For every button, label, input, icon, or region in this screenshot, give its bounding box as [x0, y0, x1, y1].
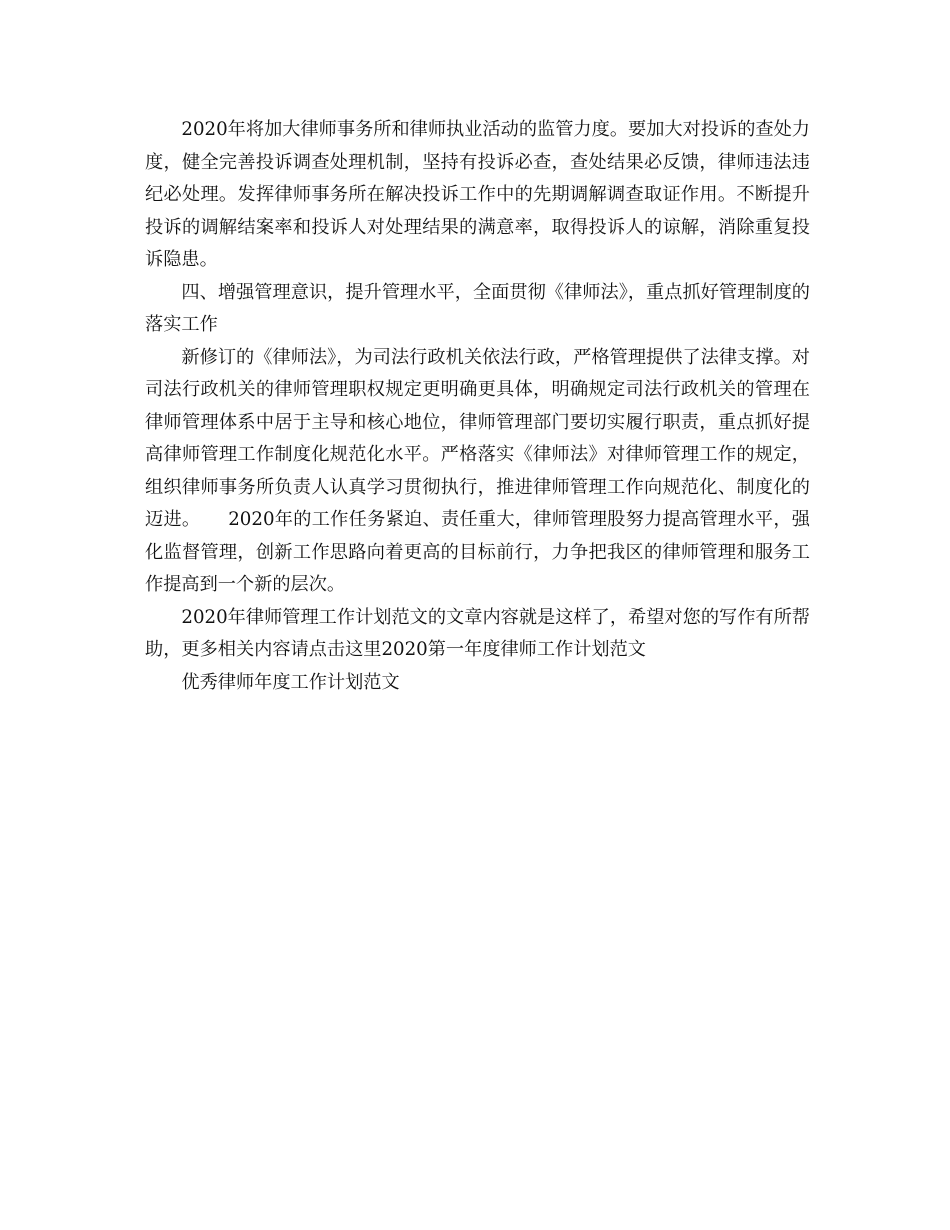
section-heading-four: 四、增强管理意识，提升管理水平，全面贯彻《律师法》，重点抓好管理制度的落实工作 — [145, 281, 810, 335]
paragraph-closing-note: 2020年律师管理工作计划范文的文章内容就是这样了，希望对您的写作有所帮助，更多相关内容请点击这里2020第一年度律师工作计划范文 — [145, 606, 810, 660]
paragraph-complaint-supervision: 2020年将加大律师事务所和律师执业活动的监管力度。要加大对投诉的查处力度，健全完善投诉调查处理机制，坚持有投诉必查，查处结果必反馈，律师违法违纪必处理。发挥律师事务所在解决投诉工作中的先期调解调查取证作用。不断提升投诉的调解结案率和投诉人对处理结果的满意率，取得投诉人的谅解，消除重复投诉隐患。 — [145, 119, 810, 270]
document-page — [145, 114, 810, 699]
related-link-text: 优秀律师年度工作计划范文 — [181, 671, 400, 693]
paragraph-lawyer-law: 新修订的《律师法》，为司法行政机关依法行政，严格管理提供了法律支撑。对司法行政机关的律师管理职权规定更明确更具体，明确规定司法行政机关的管理在律师管理体系中居于主导和核心地位，律师管理部门要切实履行职责，重点抓好提高律师管理工作制度化规范化水平。严格落实《律师法》对律师管理工作的规定，组织律师事务所负责人认真学习贯彻执行，推进律师管理工作向规范化、制度化的迈进。 2020年的工作任务紧迫、责任重大，律师管理股努力提高管理水平，强化监督管理，创新工作思路向着更高的目标前行，力争把我区的律师管理和服务工作提高到一个新的层次。 — [145, 346, 810, 595]
